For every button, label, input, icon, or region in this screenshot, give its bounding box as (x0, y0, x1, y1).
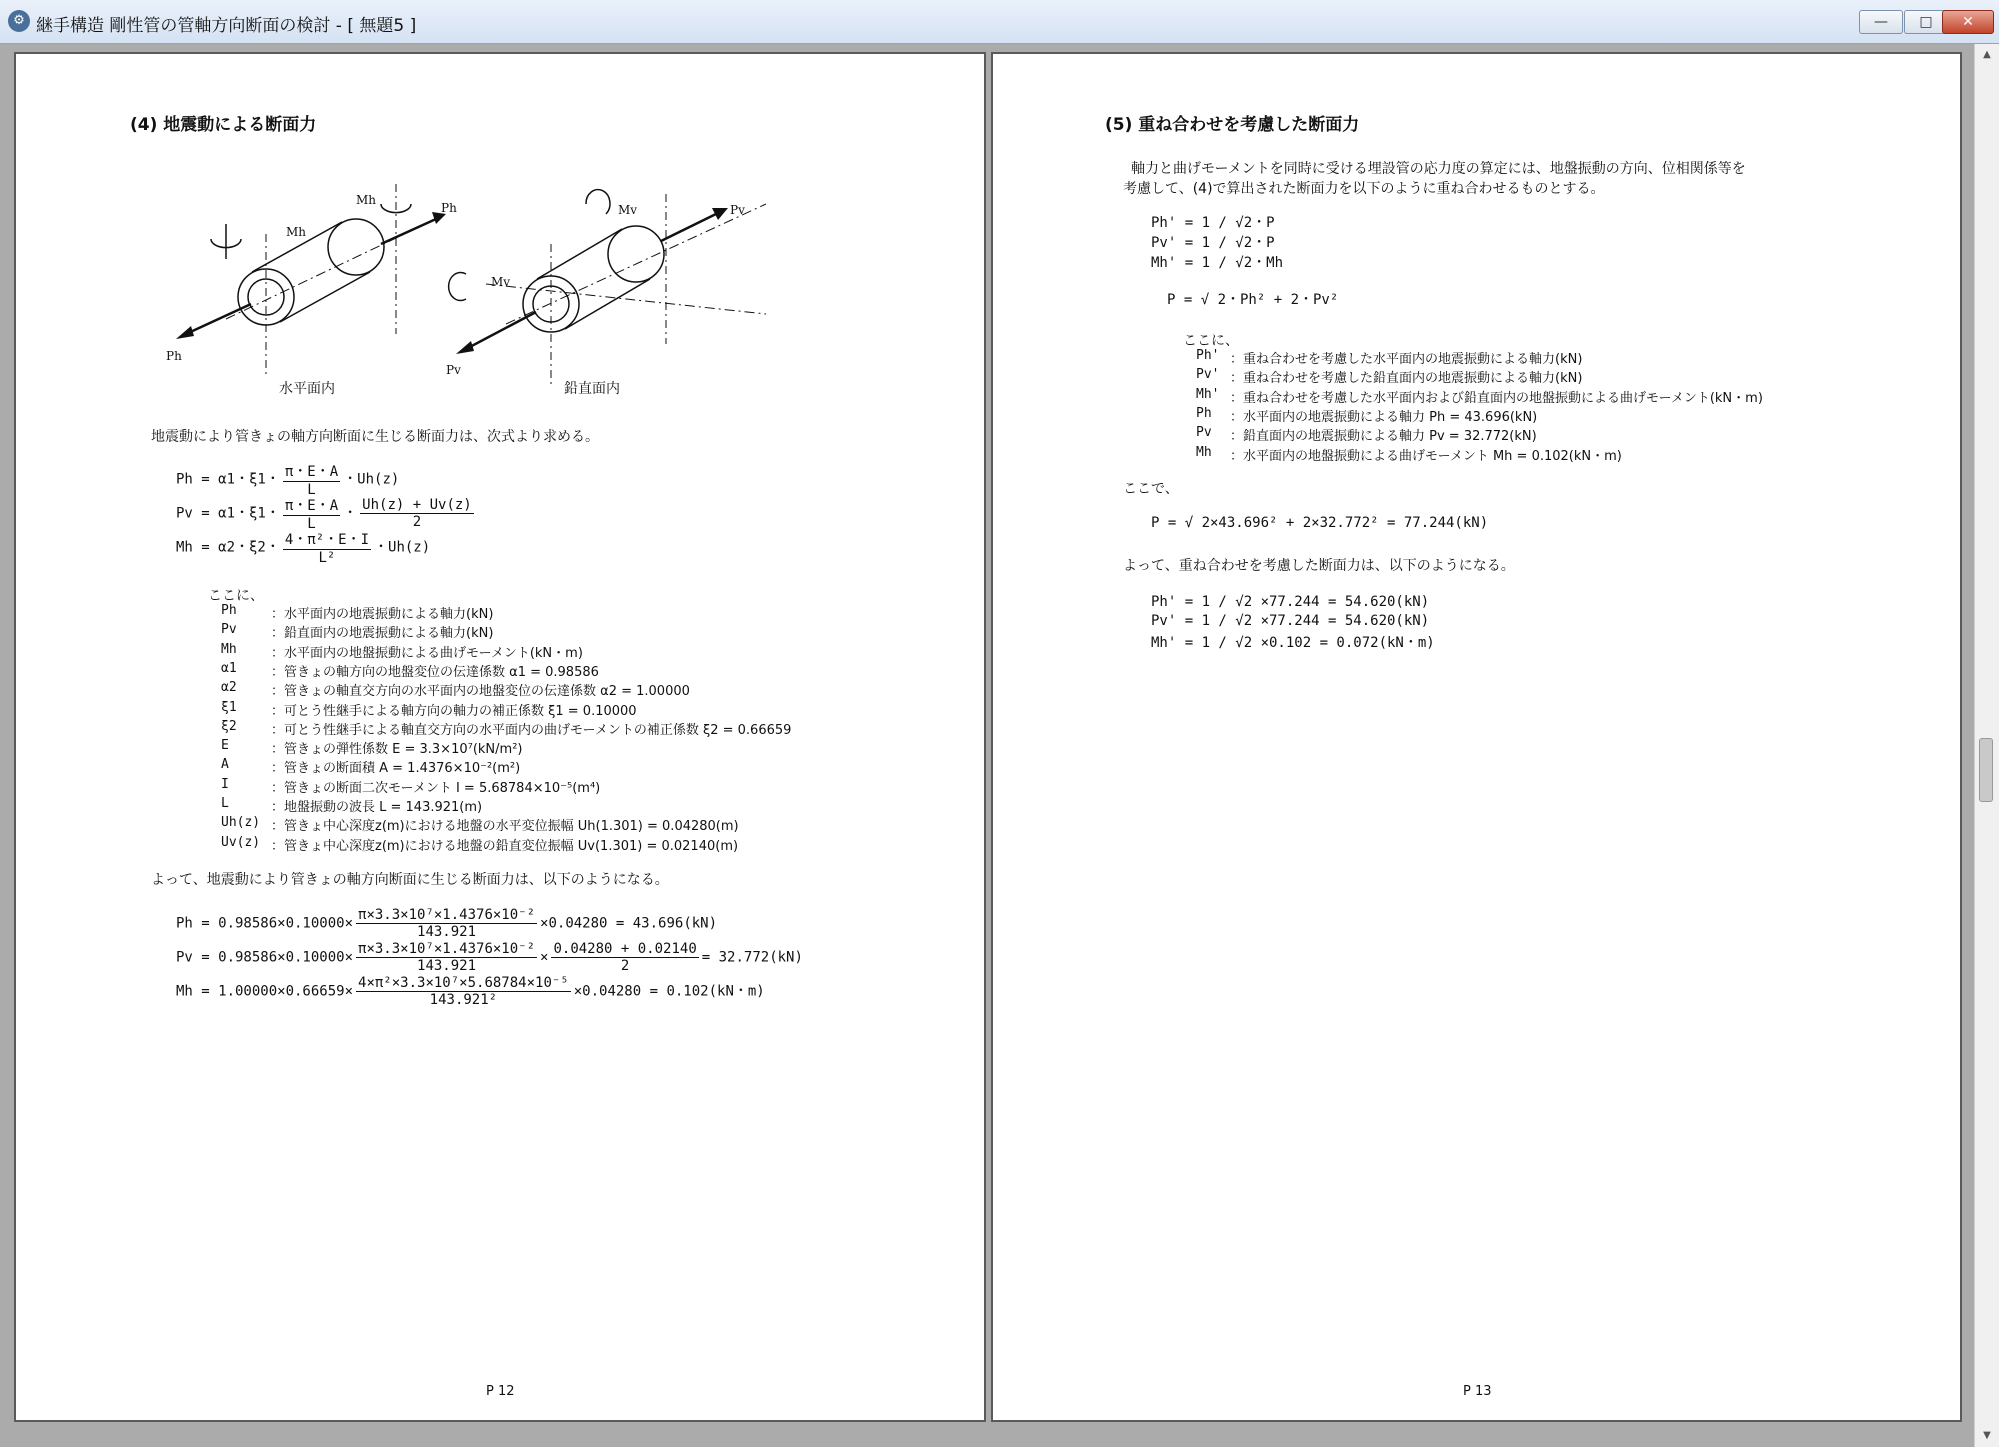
app-icon[interactable]: ⚙ (8, 10, 30, 32)
definition-symbol: L (221, 796, 229, 811)
arrow-head-icon (176, 326, 194, 339)
definition-description: ：可とう性継手による軸直交方向の水平面内の曲げモーメントの補正係数 ξ2 = 0.66659 (271, 722, 792, 738)
result-pv-prime: Pv' = 1 / √2 ×77.244 = 54.620(kN) (1151, 613, 1430, 629)
vertical-scrollbar[interactable] (1974, 44, 1999, 1447)
label-pv: Pv (446, 363, 461, 377)
minimize-button[interactable]: — (1859, 10, 1903, 34)
result-ph: Ph = 0.98586×0.10000× $\frac{\text{π×3.3×10⁷×1.4376×10⁻²}}{143.921}$ ×0.04280 = 43.696(kN) (176, 907, 718, 940)
definition-description: ：可とう性継手による軸方向の軸力の補正係数 ξ1 = 0.10000 (271, 703, 637, 719)
moment-arc-icon (449, 273, 466, 301)
label-pv: Pv (730, 203, 745, 217)
figure-caption-horizontal: 水平面内 (279, 381, 335, 397)
horizontal-plane-figure (156, 164, 486, 379)
label-mh: Mh (286, 225, 307, 239)
page-number: P 12 (486, 1384, 515, 1399)
pipe-cylinder-icon (238, 219, 384, 325)
result-mh-prime: Mh' = 1 / √2 ×0.102 = 0.072(kN・m) (1151, 635, 1435, 651)
definition-symbol: Ph' (1196, 348, 1220, 363)
koko-ni-label: ここに、 (1183, 333, 1239, 349)
label-mv: Mv (618, 203, 638, 217)
definition-description: ：管きょ中心深度z(m)における地盤の鉛直変位振幅 Uv(1.301) = 0.02140(m) (271, 838, 739, 854)
section-heading: (4) 地震動による断面力 (130, 115, 317, 135)
kokode-label: ここで、 (1123, 481, 1179, 497)
definition-symbol: E (221, 738, 229, 754)
definition-symbol: Uv(z) (221, 834, 261, 850)
definition-description: ：水平面内の地盤振動による曲げモーメント Mh = 0.102(kN・m) (1230, 448, 1622, 464)
arrow-head-icon (456, 341, 474, 354)
definition-symbol: I (221, 776, 229, 792)
label-ph: Ph (166, 349, 182, 363)
definition-symbol: Pv' (1196, 367, 1220, 383)
intro-line-1: 軸力と曲げモーメントを同時に受ける埋設管の応力度の算定には、地盤振動の方向、位相関係等を (1131, 161, 1746, 177)
p-calculation: P = √ 2×43.696² + 2×32.772² = 77.244(kN) (1151, 515, 1489, 531)
definition-symbol: Uh(z) (221, 815, 261, 831)
document-viewport (0, 44, 1974, 1447)
formula-pv-prime: Pv' = 1 / √2・P (1151, 235, 1275, 251)
definition-symbol: Ph (221, 603, 237, 618)
definition-symbol: Ph (1196, 405, 1212, 421)
close-button[interactable]: ✕ (1942, 10, 1994, 34)
intro-line-2: 考慮して、(4)で算出された断面力を以下のように重ね合わせるものとする。 (1123, 181, 1605, 197)
definition-description: ：重ね合わせを考慮した水平面内および鉛直面内の地盤振動による曲げモーメント(kN・m) (1230, 390, 1763, 406)
definition-symbol: Mh' (1196, 386, 1220, 402)
definition-symbol: α2 (221, 680, 237, 696)
page-13 (991, 52, 1962, 1422)
moment-arc-icon (586, 190, 610, 214)
section-heading: (5) 重ね合わせを考慮した断面力 (1105, 115, 1360, 135)
formula-ph-prime: Ph' = 1 / √2・P (1151, 215, 1275, 231)
vertical-plane-figure (446, 184, 776, 394)
label-mv: Mv (491, 275, 511, 289)
pipe-cylinder-icon (523, 226, 664, 332)
result-intro-text: よって、地震動により管きょの軸方向断面に生じる断面力は、以下のようになる。 (151, 872, 669, 888)
definition-symbol: A (221, 757, 229, 773)
window-titlebar (0, 0, 1999, 44)
definition-symbol: Pv (1196, 425, 1212, 441)
definition-symbol: α1 (221, 660, 237, 676)
maximize-button[interactable]: □ (1904, 10, 1948, 34)
koko-ni-label: ここに、 (208, 588, 264, 604)
figure-caption-vertical: 鉛直面内 (564, 381, 620, 397)
definition-description: ：鉛直面内の地震振動による軸力(kN) (271, 626, 494, 642)
formula-mh-prime: Mh' = 1 / √2・Mh (1151, 255, 1284, 271)
formula-mh: Mh = α2・ξ2・ $\frac{\text{4・π²・E・I}}{\text{L²}}$ ・Uh(z) (176, 529, 430, 566)
definition-description: ：水平面内の地震振動による軸力 Ph = 43.696(kN) (1230, 409, 1538, 425)
formula-pv: Pv = α1・ξ1・ $\frac{\pi・E・A}{L}$ ・ $\frac{Uh(z) + Uv(z)}{2}$ (176, 497, 472, 532)
definition-symbol: Mh (221, 641, 237, 657)
window-title: 継手構造 剛性管の管軸方向断面の検討 - [ 無題5 ] (36, 16, 417, 36)
definition-description: ：重ね合わせを考慮した鉛直面内の地震振動による軸力(kN) (1230, 371, 1583, 387)
definition-description: ：水平面内の地震振動による軸力(kN) (271, 607, 494, 622)
definition-symbol: ξ1 (221, 699, 237, 715)
scroll-down-icon[interactable]: ▼ (1983, 1430, 1991, 1441)
definition-description: ：地盤振動の波長 L = 143.921(m) (271, 800, 483, 815)
definition-description: ：管きょの軸直交方向の水平面内の地盤変位の伝達係数 α2 = 1.00000 (271, 684, 690, 700)
result-ph-prime: Ph' = 1 / √2 ×77.244 = 54.620(kN) (1151, 594, 1430, 610)
scroll-up-icon[interactable]: ▲ (1983, 49, 1991, 60)
formula-ph: Ph = α1・ξ1・ $\frac{\pi・E・A}{L}$ ・Uh(z) (176, 461, 399, 498)
definition-description: ：管きょの断面二次モーメント I = 5.68784×10⁻⁵(m⁴) (271, 780, 601, 796)
definition-description: ：管きょ中心深度z(m)における地盤の水平変位振幅 Uh(1.301) = 0.04280(m) (271, 819, 739, 835)
definition-description: ：管きょの断面積 A = 1.4376×10⁻²(m²) (271, 761, 521, 777)
scroll-thumb[interactable] (1979, 738, 1993, 802)
definition-symbol: Mh (1196, 444, 1212, 460)
intro-text: 地震動により管きょの軸方向断面に生じる断面力は、次式より求める。 (151, 429, 599, 445)
formula-p: P = √ 2・Ph² + 2・Pv² (1167, 292, 1339, 308)
result-mh: Mh = 1.00000×0.66659× $\frac{\text{4×π²×3.3×10⁷×5.68784×10⁻⁵}}{\text{143.921²}}$ ×0.04280 = 0.102(kN・m) (176, 975, 765, 1008)
result-intro-text: よって、重ね合わせを考慮した断面力は、以下のようになる。 (1123, 558, 1515, 574)
definition-description: ：管きょの弾性係数 E = 3.3×10⁷(kN/m²) (271, 742, 523, 758)
label-ph: Ph (441, 201, 457, 215)
definition-description: ：管きょの軸方向の地盤変位の伝達係数 α1 = 0.98586 (271, 664, 599, 680)
definition-description: ：鉛直面内の地震振動による軸力 Pv = 32.772(kN) (1230, 429, 1537, 445)
definition-description: ：重ね合わせを考慮した水平面内の地震振動による軸力(kN) (1230, 352, 1583, 367)
definition-symbol: ξ2 (221, 718, 237, 734)
definition-description: ：水平面内の地盤振動による曲げモーメント(kN・m) (271, 645, 583, 661)
result-pv: Pv = 0.98586×0.10000× $\frac{\text{π×3.3×10⁷×1.4376×10⁻²}}{143.921}$ × $\frac{0.04280 + 0.02140}{2}$ = 32.772(kN) (176, 941, 803, 974)
page-number: P 13 (1463, 1384, 1492, 1399)
page-12 (14, 52, 986, 1422)
label-mh: Mh (356, 193, 377, 207)
definition-symbol: Pv (221, 622, 237, 638)
